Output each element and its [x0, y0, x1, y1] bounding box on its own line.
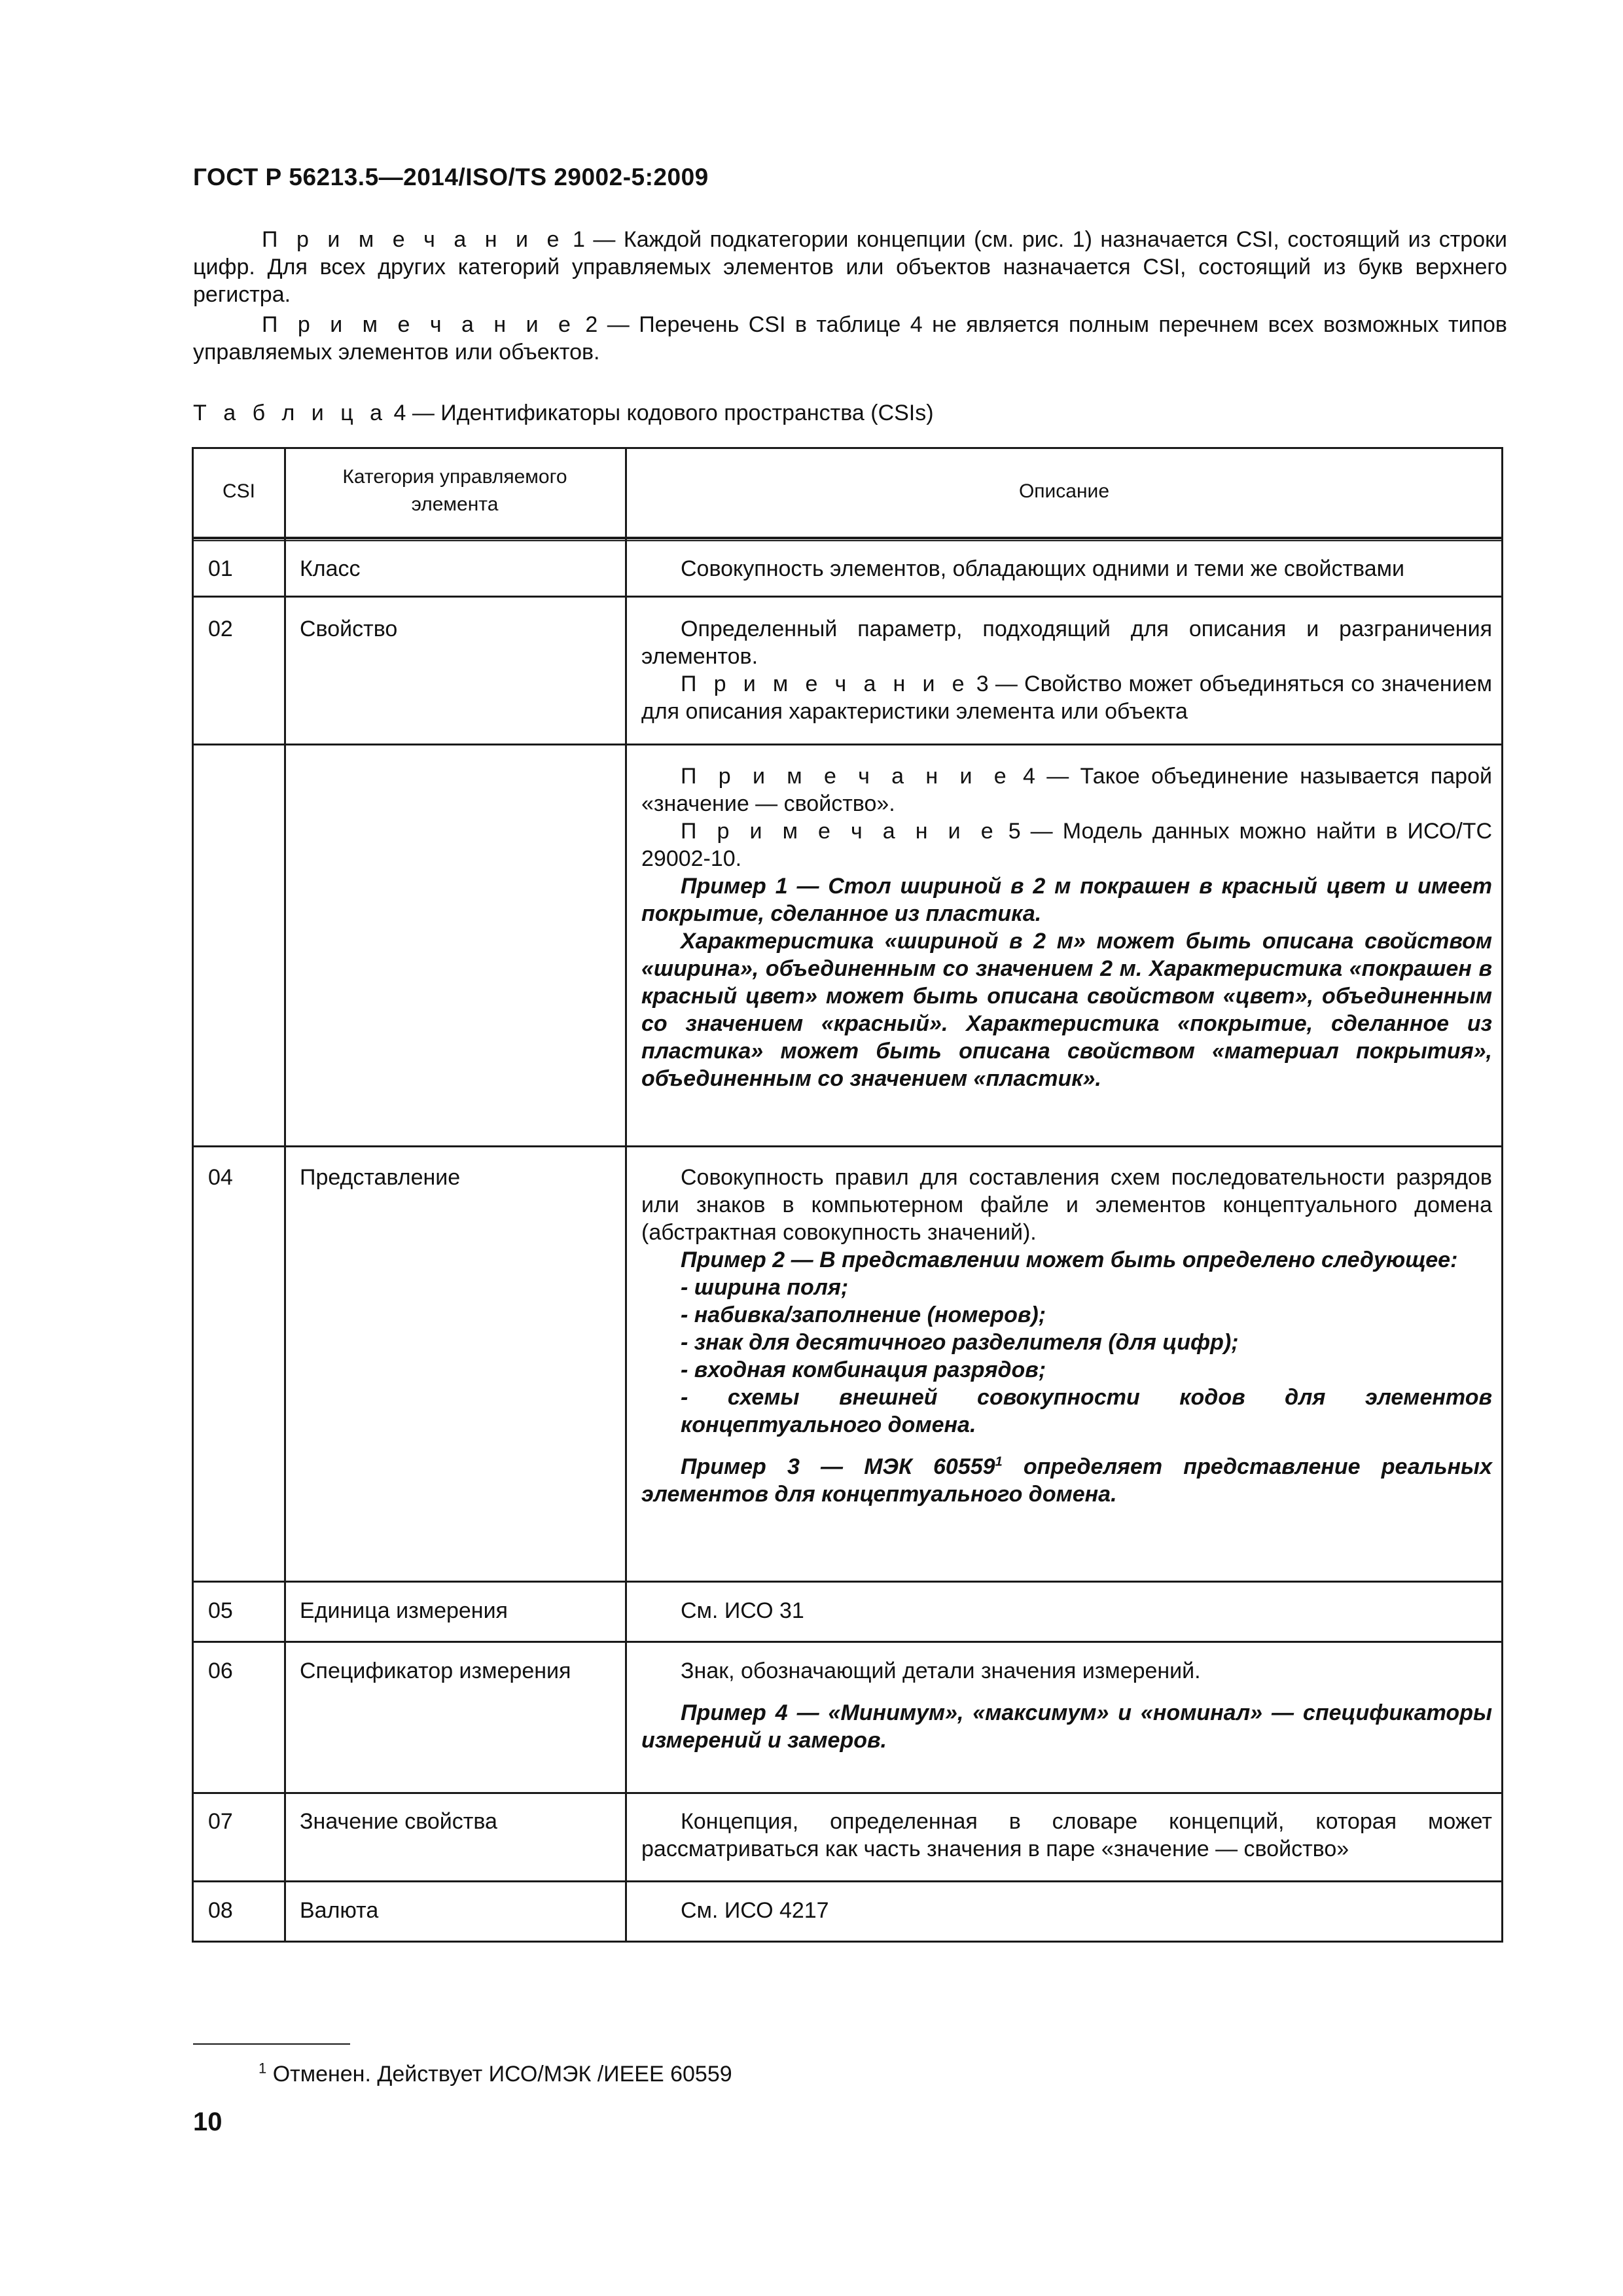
table-row-line	[192, 1145, 1503, 1147]
table-row-line	[192, 1641, 1503, 1643]
list-item: - схемы внешней совокупности кодов для элементов концептуального домена.	[681, 1385, 1492, 1437]
example-2: Пример 2 — В представлении может быть определено следующее:	[681, 1247, 1458, 1272]
note-1-text: 1 — Каждой подкатегории концепции (см. рис. 1) назначается CSI, состоящий из строки цифр. Для всех других категорий управляемых элементов или объектов назначается CSI, состоящий из букв верхнего регистра.	[193, 227, 1507, 307]
page-number: 10	[193, 2108, 223, 2136]
row-01-category: Класс	[300, 556, 361, 581]
table-row-line	[192, 1880, 1503, 1882]
row-04-description	[641, 1164, 1492, 1508]
row-02-note-text: 3 — Свойство может объединяться со значением для описания характеристики элемента или объекта	[641, 672, 1492, 724]
table-header-separator-2	[192, 540, 1503, 541]
row-cont-description	[641, 762, 1492, 1092]
row-02-text: Определенный параметр, подходящий для описания и разграничения элементов.	[641, 617, 1492, 669]
row-05-csi: 05	[208, 1598, 233, 1623]
row-08-description	[641, 1897, 1492, 1924]
table-border-left	[192, 447, 194, 1943]
example-3-post: определяет представление реальных элементов для концептуального домена.	[641, 1454, 1492, 1507]
row-02-csi: 02	[208, 617, 233, 641]
row-02-note-label: П р и м е ч а н и е	[681, 672, 970, 696]
table-row-line	[192, 1581, 1503, 1583]
document-header: ГОСТ Р 56213.5—2014/ISO/TS 29002-5:2009	[193, 164, 709, 190]
row-cont-note-4-label: П р и м е ч а н и е	[681, 764, 1012, 789]
row-cont-note-4	[641, 762, 1492, 817]
list-item: - набивка/заполнение (номеров);	[681, 1302, 1046, 1327]
example-1-explanation: Характеристика «шириной в 2 м» может быть описана свойством «ширина», объединенным со значением 2 м. Характеристика «покрашен в красный цвет» может быть описана свойством «цвет», объединенным со значением «красный». Характеристика «покрытие, сделанное из пластика» может быть описана свойством «материал покрытия», объединенным со значением «пластик».	[641, 929, 1492, 1091]
table-border-right	[1501, 447, 1503, 1943]
note-2-label: П р и м е ч а н и е	[262, 312, 576, 337]
example-2-list	[641, 1274, 1492, 1439]
row-05-description	[641, 1597, 1492, 1624]
table-caption-text: 4 — Идентификаторы кодового пространства (CSIs)	[393, 401, 934, 425]
row-06-category: Спецификатор измерения	[300, 1659, 571, 1683]
row-05-category: Единица измерения	[300, 1598, 508, 1623]
row-02-category: Свойство	[300, 617, 398, 641]
note-1	[193, 226, 1507, 308]
row-cont-note-5	[641, 817, 1492, 872]
header-csi: CSI	[222, 480, 255, 502]
footnote-ref: 1	[995, 1454, 1003, 1469]
table-caption-label: Т а б л и ц а	[193, 401, 388, 425]
row-06-text: Знак, обозначающий детали значения измерений.	[681, 1659, 1201, 1683]
row-07-text: Концепция, определенная в словаре концепций, которая может рассматриваться как часть значения в паре «значение — свойство»	[641, 1809, 1492, 1861]
table-row-line	[192, 1792, 1503, 1794]
row-07-category: Значение свойства	[300, 1809, 497, 1834]
list-item: - знак для десятичного разделителя (для цифр);	[681, 1330, 1239, 1355]
row-08-text: См. ИСО 4217	[681, 1898, 829, 1923]
header-category: Категория управляемого элемента	[342, 466, 567, 515]
footnote-separator	[193, 2043, 350, 2045]
example-3	[641, 1453, 1492, 1508]
example-4: Пример 4 — «Минимум», «максимум» и «номинал» — спецификаторы измерений и замеров.	[641, 1700, 1492, 1753]
row-cont-note-5-text: 5 — Модель данных можно найти в ИСО/ТС 29002-10.	[641, 819, 1492, 871]
list-item: - входная комбинация разрядов;	[681, 1357, 1046, 1382]
row-cont-note-5-label: П р и м е ч а н и е	[681, 819, 999, 844]
row-06-csi: 06	[208, 1659, 233, 1683]
list-item: - ширина поля;	[681, 1275, 849, 1300]
row-08-category: Валюта	[300, 1898, 379, 1923]
table-col-divider	[284, 447, 286, 1943]
table-border-top	[192, 447, 1503, 449]
row-cont-note-4-text: 4 — Такое объединение называется парой «значение — свойство».	[641, 764, 1492, 816]
note-2	[193, 311, 1507, 366]
row-01-description	[641, 555, 1492, 583]
row-06-description	[641, 1657, 1492, 1754]
example-1: Пример 1 — Стол шириной в 2 м покрашен в красный цвет и имеет покрытие, сделанное из пластика.	[641, 874, 1492, 926]
example-3-pre: Пример 3 — МЭК 60559	[681, 1454, 995, 1479]
table-caption	[193, 401, 934, 426]
row-01-csi: 01	[208, 556, 233, 581]
row-07-csi: 07	[208, 1809, 233, 1834]
table-row-line	[192, 596, 1503, 598]
row-02-description	[641, 615, 1492, 725]
table-col-divider	[625, 447, 627, 1943]
footnote	[259, 2062, 732, 2087]
row-07-description	[641, 1808, 1492, 1863]
table-border-bottom	[192, 1941, 1503, 1943]
footnote-text: Отменен. Действует ИСО/МЭК /ИЕЕЕ 60559	[266, 2062, 732, 2087]
row-01-text: Совокупность элементов, обладающих одними и теми же свойствами	[681, 556, 1405, 581]
table-header-separator	[192, 537, 1503, 539]
table-row-line	[192, 744, 1503, 745]
row-08-csi: 08	[208, 1898, 233, 1923]
note-1-label: П р и м е ч а н и е	[262, 227, 565, 252]
footnote-mark: 1	[259, 2060, 267, 2077]
row-04-text: Совокупность правил для составления схем последовательности разрядов или знаков в компьютерном файле и элементов концептуального домена (абстрактная совокупность значений).	[641, 1165, 1492, 1245]
row-02-note	[641, 670, 1492, 725]
note-2-text: 2 — Перечень CSI в таблице 4 не является полным перечнем всех возможных типов управляемых элементов или объектов.	[193, 312, 1507, 365]
header-description: Описание	[1018, 480, 1110, 502]
row-04-category: Представление	[300, 1165, 461, 1190]
row-04-csi: 04	[208, 1165, 233, 1190]
row-05-text: См. ИСО 31	[681, 1598, 804, 1623]
